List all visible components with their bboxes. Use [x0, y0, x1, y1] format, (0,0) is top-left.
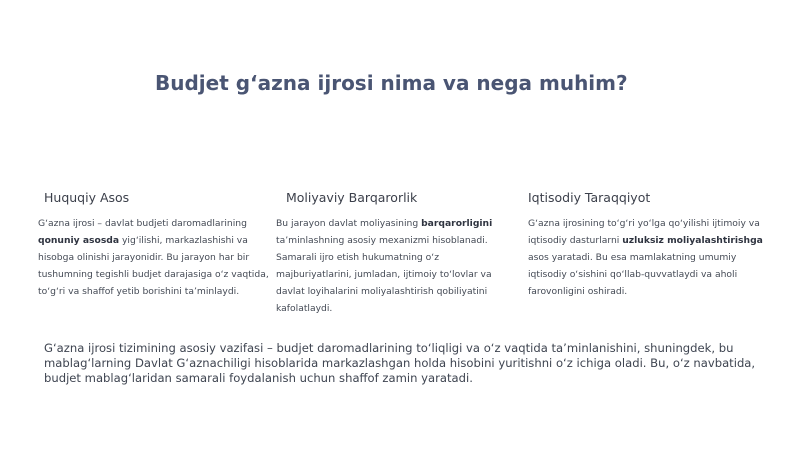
column-text-highlight: uzluksiz moliyalashtirishga — [622, 235, 763, 246]
column-text-part: yig‘ilishi, markazlashishi va hisobga olinishi jarayonidir. Bu jarayon har bir tushumning tegishli budjet darajasiga o‘z vaqtida, to‘g‘ri va shaffof yetib borishini ta’minlaydi. — [38, 235, 269, 297]
column-text — [528, 215, 764, 300]
summary-paragraph: G‘azna ijrosi tizimining asosiy vazifasi – budjet daromadlarining to‘liqligi va o‘z vaqtida ta’minlanishini, shuningdek, bu mablag‘larning Davlat G‘aznachiligi hisoblarida markazlashgan holda hisobini yuritishni o‘z ichiga oladi. Bu, o‘z navbatida, budjet mablag‘laridan samarali foydalanish uchun shaffof zamin yaratadi. — [44, 341, 756, 385]
slide-title: Budjet g‘azna ijrosi nima va nega muhim? — [155, 71, 628, 95]
column-text-part: G‘azna ijrosi – davlat budjeti daromadlarining — [38, 218, 247, 229]
column-text — [38, 215, 274, 300]
column-heading: Moliyaviy Barqarorlik — [286, 190, 418, 205]
column-text-part: Bu jarayon davlat moliyasining — [276, 218, 422, 229]
column-text-part: asos yaratadi. Bu esa mamlakatning umumiy iqtisodiy o‘sishini qo‘llab-quvvatlaydi va aholi farovonligini oshiradi. — [528, 252, 738, 297]
column-text-highlight: qonuniy asosda — [38, 235, 120, 246]
column-text-part: G‘azna ijrosining to‘g‘ri yo‘lga qo‘yilishi ijtimoiy va iqtisodiy dasturlarni — [528, 218, 760, 246]
column-legal-basis — [38, 190, 274, 300]
column-heading: Iqtisodiy Taraqqiyot — [528, 190, 651, 205]
column-heading: Huquqiy Asos — [44, 190, 130, 205]
column-text-part: ta’minlashning asosiy mexanizmi hisoblanadi. Samarali ijro etish hukumatning o‘z majburiyatlarini, jumladan, ijtimoiy to‘lovlar va davlat loyihalarini moliyalashtirish qobiliyatini kafolatlaydi. — [276, 235, 492, 314]
column-financial-stability — [276, 190, 512, 317]
column-text-highlight: barqarorligini — [421, 218, 493, 229]
column-text — [276, 215, 512, 317]
column-economic-development — [528, 190, 764, 300]
